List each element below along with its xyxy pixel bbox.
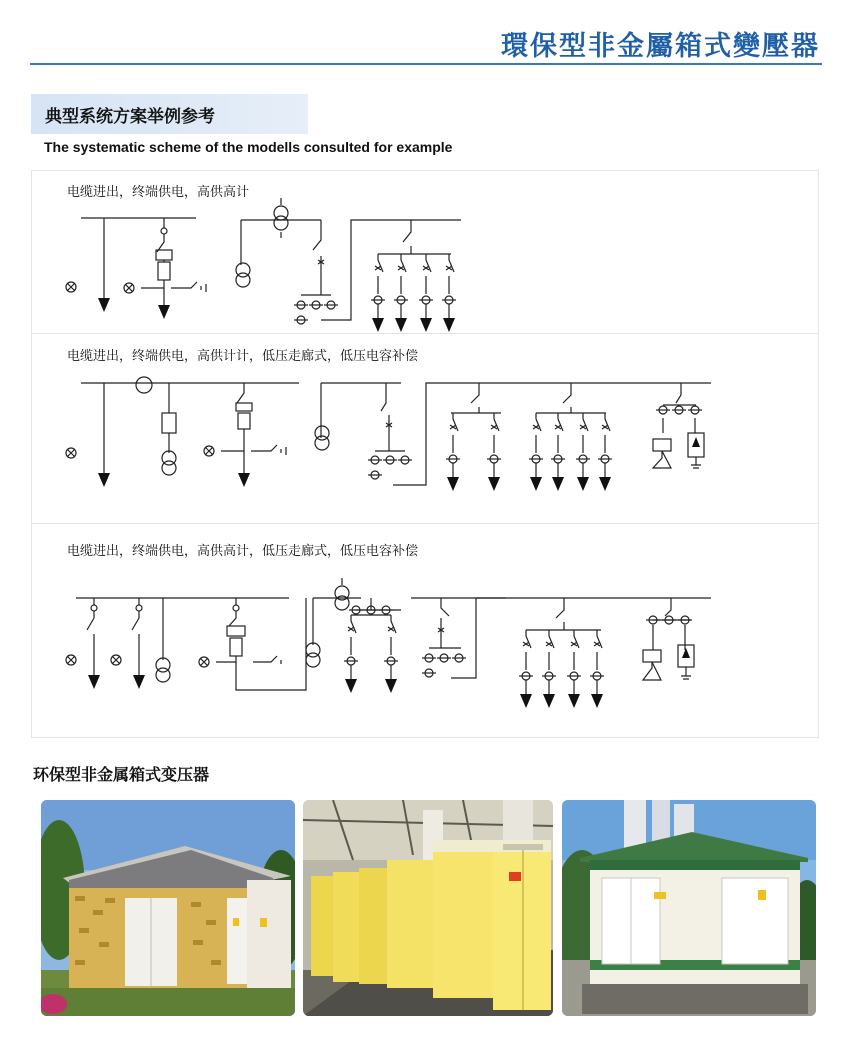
section-title: 典型系统方案举例参考 <box>45 107 215 127</box>
photos-section-title: 环保型非金属箱式变压器 <box>33 765 210 784</box>
section-subtitle: The systematic scheme of the modells consulted for example <box>44 139 453 155</box>
scheme-label-3: 电缆进出，终端供电，高供高计，低压走廊式，低压电容补偿 <box>67 544 419 559</box>
scheme-2-diagram <box>66 377 711 491</box>
scheme-label-1: 电缆进出，终端供电，高供高计 <box>67 185 250 200</box>
photo-substation-row <box>303 800 553 1016</box>
scheme-1-diagram <box>66 198 461 332</box>
photo-substation-brick <box>41 800 295 1016</box>
page-title: 環保型非金屬箱式變壓器 <box>501 31 820 62</box>
single-line-diagrams <box>31 170 817 736</box>
scheme-3-diagram <box>66 578 711 708</box>
scheme-label-2: 电缆进出，终端供电，高供计计，低压走廊式，低压电容补偿 <box>67 349 419 364</box>
title-rule <box>30 63 822 65</box>
photo-substation-green <box>562 800 816 1016</box>
